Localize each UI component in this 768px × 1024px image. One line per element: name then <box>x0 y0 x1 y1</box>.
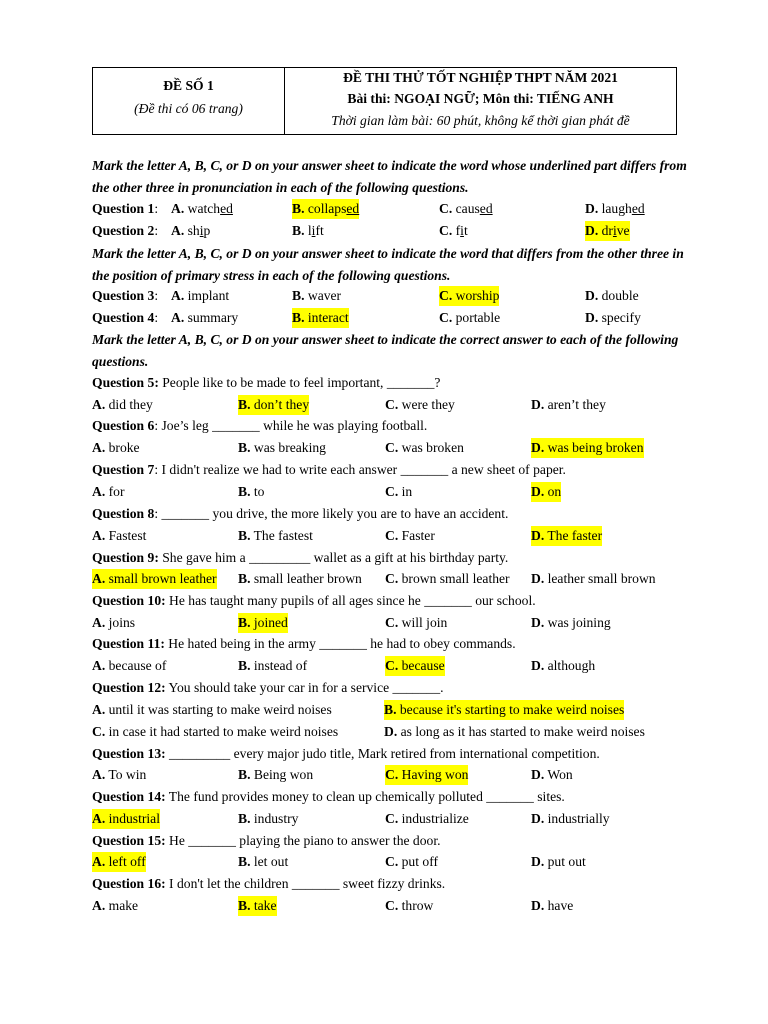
option-b[interactable]: B. interact <box>292 308 349 328</box>
exam-header <box>92 67 677 135</box>
option-b[interactable]: B. instead of <box>238 658 308 673</box>
option-d[interactable]: D. double <box>585 288 639 303</box>
question-label: Question 4 <box>92 310 155 325</box>
option-c[interactable]: C. throw <box>385 898 434 913</box>
question-5-stem <box>92 373 440 393</box>
option-d[interactable]: D. leather small brown <box>531 571 656 586</box>
option-b[interactable]: B. Being won <box>238 767 314 782</box>
option-b[interactable]: B. small leather brown <box>238 571 362 586</box>
option-a[interactable]: A. summary <box>171 310 239 325</box>
question-label: Question 14: <box>92 789 166 804</box>
instruction-correct-answer: Mark the letter A, B, C, or D on your answer sheet to indicate the correct answer to each of the following questions. <box>92 332 679 369</box>
question-4: Question 4: A. summary B. interact C. portable D. specify <box>92 308 158 328</box>
instruction-pronunciation: Mark the letter A, B, C, or D on your answer sheet to indicate the word whose underlined part differs from the other three in pronunciation in each of the following questions. <box>92 158 687 195</box>
option-c[interactable]: C. portable <box>439 310 501 325</box>
exam-code: ĐỀ SỐ 1 <box>163 78 214 93</box>
option-b[interactable]: B. collapsed <box>292 199 359 219</box>
option-a[interactable]: A. make <box>92 898 139 913</box>
option-b[interactable]: B. waver <box>292 288 342 303</box>
option-d[interactable]: D. although <box>531 658 596 673</box>
option-d[interactable]: D. specify <box>585 310 641 325</box>
option-a[interactable]: A. until it was starting to make weird noises <box>92 702 332 717</box>
option-b[interactable]: B. was breaking <box>238 440 326 455</box>
question-label: Question 8 <box>92 506 155 521</box>
question-label: Question 5: <box>92 375 159 390</box>
option-a[interactable]: A. implant <box>171 288 230 303</box>
question-text: The fund provides money to clean up chemically polluted _______ sites. <box>168 789 565 804</box>
question-12-stem <box>92 678 444 698</box>
option-c[interactable]: C. Faster <box>385 528 435 543</box>
question-11-stem <box>92 634 516 654</box>
question-label: Question 6 <box>92 418 155 433</box>
question-label: Question 16: <box>92 876 166 891</box>
exam-time: Thời gian làm bài: 60 phút, không kể thời gian phát đề <box>331 113 630 128</box>
question-16-stem <box>92 874 445 894</box>
option-b[interactable]: B. industry <box>238 811 299 826</box>
option-d[interactable]: D. as long as it has started to make weird noises <box>384 724 645 739</box>
option-d[interactable]: D. put out <box>531 854 586 869</box>
page-count-note: (Đề thi có 06 trang) <box>134 101 243 116</box>
option-a[interactable]: A. for <box>92 484 125 499</box>
header-right-cell <box>285 68 676 134</box>
option-c[interactable]: C. worship <box>439 286 499 306</box>
option-c[interactable]: C. put off <box>385 854 438 869</box>
option-d[interactable]: D. was being broken <box>531 438 644 458</box>
option-a[interactable]: A. joins <box>92 615 136 630</box>
option-a[interactable]: A. broke <box>92 440 140 455</box>
option-a[interactable]: A. did they <box>92 397 153 412</box>
question-text: He hated being in the army _______ he had to obey commands. <box>168 636 516 651</box>
question-label: Question 1 <box>92 201 155 216</box>
question-text: : Joe’s leg _______ while he was playing football. <box>154 418 428 433</box>
option-a[interactable]: A. To win <box>92 767 147 782</box>
question-text: _________ every major judo title, Mark retired from international competition. <box>169 746 600 761</box>
question-15-stem <box>92 831 441 851</box>
question-label: Question 7 <box>92 462 155 477</box>
question-text: : _______ you drive, the more likely you are to have an accident. <box>154 506 509 521</box>
question-text: : I didn't realize we had to write each answer _______ a new sheet of paper. <box>154 462 566 477</box>
option-d[interactable]: D. was joining <box>531 615 611 630</box>
option-a[interactable]: A. small brown leather <box>92 569 217 589</box>
question-label: Question 15: <box>92 833 166 848</box>
option-a[interactable]: A. left off <box>92 852 146 872</box>
option-b[interactable]: B. lift <box>292 223 324 238</box>
option-a[interactable]: A. watched <box>171 201 233 216</box>
option-d[interactable]: D. drive <box>585 221 630 241</box>
question-text: I don't let the children _______ sweet fizzy drinks. <box>169 876 446 891</box>
option-d[interactable]: D. Won <box>531 767 573 782</box>
option-d[interactable]: D. The faster <box>531 526 602 546</box>
question-label: Question 2 <box>92 223 155 238</box>
question-label: Question 11: <box>92 636 165 651</box>
option-d[interactable]: D. have <box>531 898 574 913</box>
question-text: He _______ playing the piano to answer the door. <box>169 833 441 848</box>
option-d[interactable]: D. on <box>531 482 561 502</box>
option-b[interactable]: B. take <box>238 896 277 916</box>
option-c[interactable]: C. were they <box>385 397 455 412</box>
option-a[interactable]: A. Fastest <box>92 528 147 543</box>
exam-subject: Bài thi: NGOẠI NGỮ; Môn thi: TIẾNG ANH <box>347 91 614 106</box>
question-8-stem <box>92 504 508 524</box>
question-label: Question 3 <box>92 288 155 303</box>
question-14-stem <box>92 787 565 807</box>
option-b[interactable]: B. let out <box>238 854 289 869</box>
option-c[interactable]: C. will join <box>385 615 448 630</box>
question-text: You should take your car in for a service _______. <box>168 680 444 695</box>
question-text: He has taught many pupils of all ages since he _______ our school. <box>169 593 536 608</box>
option-c[interactable]: C. fit <box>439 223 468 238</box>
question-6-stem <box>92 416 427 436</box>
option-c[interactable]: C. caused <box>439 201 493 216</box>
exam-title: ĐỀ THI THỬ TỐT NGHIỆP THPT NĂM 2021 <box>343 70 618 85</box>
option-b[interactable]: B. joined <box>238 613 288 633</box>
option-c[interactable]: C. was broken <box>385 440 464 455</box>
option-c[interactable]: C. brown small leather <box>385 571 510 586</box>
question-2: Question 2: A. ship B. lift C. fit D. drive <box>92 221 158 241</box>
option-d[interactable]: D. laughed <box>585 201 645 216</box>
question-label: Question 12: <box>92 680 166 695</box>
option-c[interactable]: C. industrialize <box>385 811 469 826</box>
option-d[interactable]: D. industrially <box>531 811 610 826</box>
option-c[interactable]: C. in case it had started to make weird noises <box>92 724 339 739</box>
question-13-stem <box>92 744 600 764</box>
header-left-cell <box>93 68 285 134</box>
question-label: Question 10: <box>92 593 166 608</box>
question-text: People like to be made to feel important, _______? <box>162 375 441 390</box>
option-b[interactable]: B. to <box>238 484 265 499</box>
question-9-stem <box>92 548 508 568</box>
option-b[interactable]: B. because it's starting to make weird noises <box>384 700 624 720</box>
option-a[interactable]: A. ship <box>171 223 211 238</box>
question-label: Question 13: <box>92 746 166 761</box>
option-b[interactable]: B. don’t they <box>238 395 309 415</box>
question-1: Question 1: A. watched B. collapsed C. caused D. laughed <box>92 199 158 219</box>
option-c[interactable]: C. because <box>385 656 445 676</box>
option-c[interactable]: C. Having won <box>385 765 468 785</box>
instruction-stress: Mark the letter A, B, C, or D on your answer sheet to indicate the word that differs from the other three in the position of primary stress in each of the following questions. <box>92 246 684 283</box>
option-a[interactable]: A. industrial <box>92 809 160 829</box>
question-3: Question 3: A. implant B. waver C. worship D. double <box>92 286 158 306</box>
option-b[interactable]: B. The fastest <box>238 528 313 543</box>
question-text: She gave him a _________ wallet as a gift at his birthday party. <box>162 550 509 565</box>
option-c[interactable]: C. in <box>385 484 413 499</box>
option-a[interactable]: A. because of <box>92 658 167 673</box>
question-10-stem <box>92 591 536 611</box>
question-7-stem <box>92 460 566 480</box>
option-d[interactable]: D. aren’t they <box>531 397 606 412</box>
question-label: Question 9: <box>92 550 159 565</box>
